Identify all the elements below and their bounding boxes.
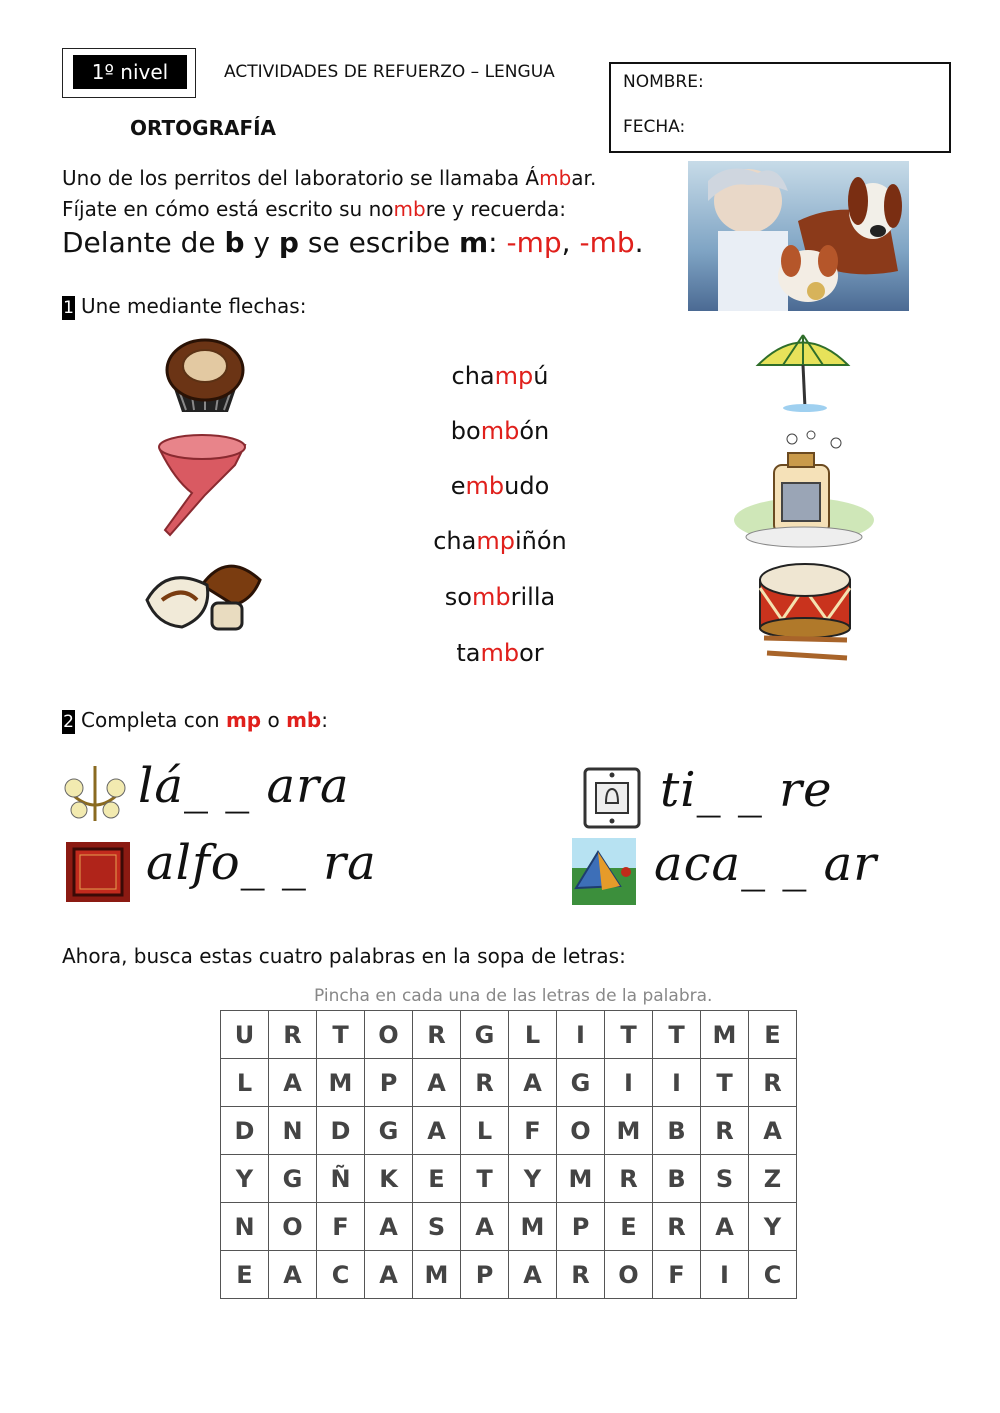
name-date-box (609, 62, 951, 153)
wordsearch-cell[interactable]: E (221, 1251, 269, 1299)
dogs-illustration (688, 161, 909, 311)
subject-heading: ORTOGRAFÍA (130, 116, 277, 140)
wordsearch-cell[interactable]: D (221, 1107, 269, 1155)
wordsearch-cell[interactable]: C (317, 1251, 365, 1299)
wordsearch-cell[interactable]: A (413, 1107, 461, 1155)
wordsearch-cell[interactable]: R (461, 1059, 509, 1107)
wordsearch-cell[interactable]: Y (509, 1155, 557, 1203)
wordsearch-cell[interactable]: D (317, 1107, 365, 1155)
wordsearch-cell[interactable]: R (605, 1155, 653, 1203)
wordsearch-cell[interactable]: T (461, 1155, 509, 1203)
wordsearch-cell[interactable]: A (365, 1251, 413, 1299)
wordsearch-grid (220, 1010, 797, 1299)
wordsearch-cell[interactable]: T (701, 1059, 749, 1107)
wordsearch-cell[interactable]: N (269, 1107, 317, 1155)
wordsearch-cell[interactable]: O (557, 1107, 605, 1155)
doorbell-icon (582, 767, 642, 829)
word-sombrilla[interactable]: sombrilla (444, 583, 556, 611)
wordsearch-cell[interactable]: R (701, 1107, 749, 1155)
wordsearch-cell[interactable]: S (413, 1203, 461, 1251)
wordsearch-cell[interactable]: M (605, 1107, 653, 1155)
wordsearch-cell[interactable]: T (605, 1011, 653, 1059)
wordsearch-cell[interactable]: I (653, 1059, 701, 1107)
word-tambor[interactable]: tambor (456, 639, 544, 667)
wordsearch-cell[interactable]: F (653, 1251, 701, 1299)
wordsearch-cell[interactable]: R (653, 1203, 701, 1251)
date-label: FECHA: (623, 117, 686, 137)
exercise-2-title: 2 Completa con mp o mb: (63, 708, 328, 732)
wordsearch-cell[interactable]: Z (749, 1155, 797, 1203)
wordsearch-cell[interactable]: R (557, 1251, 605, 1299)
wordsearch-cell[interactable]: A (269, 1059, 317, 1107)
mushroom-icon[interactable] (142, 555, 262, 640)
wordsearch-cell[interactable]: C (749, 1251, 797, 1299)
fill-word-alfombra[interactable]: alfo_ _ ra (146, 835, 377, 891)
wordsearch-cell[interactable]: R (749, 1059, 797, 1107)
shampoo-bottle-icon[interactable] (716, 425, 891, 550)
wordsearch-cell[interactable]: E (413, 1155, 461, 1203)
fill-word-lampara[interactable]: lá_ _ ara (138, 758, 350, 814)
wordsearch-cell[interactable]: E (749, 1011, 797, 1059)
funnel-icon[interactable] (140, 425, 265, 540)
wordsearch-cell[interactable]: N (221, 1203, 269, 1251)
wordsearch-cell[interactable]: R (413, 1011, 461, 1059)
wordsearch-cell[interactable]: O (365, 1011, 413, 1059)
wordsearch-cell[interactable]: P (365, 1059, 413, 1107)
wordsearch-cell[interactable]: I (701, 1251, 749, 1299)
fill-word-timbre[interactable]: ti_ _ re (660, 762, 833, 818)
header-title: ACTIVIDADES DE REFUERZO – LENGUA (224, 62, 555, 82)
wordsearch-cell[interactable]: O (269, 1203, 317, 1251)
exercise-1-title: 1 Une mediante flechas: (63, 294, 307, 318)
lamp-icon (64, 766, 126, 826)
wordsearch-cell[interactable]: U (221, 1011, 269, 1059)
spelling-rule: Delante de b y p se escribe m: -mp, -mb. (62, 226, 644, 259)
chocolate-bonbon-icon[interactable] (160, 332, 250, 417)
wordsearch-cell[interactable]: L (221, 1059, 269, 1107)
wordsearch-cell[interactable]: L (509, 1011, 557, 1059)
intro-line-1: Uno de los perritos del laboratorio se llamaba Ámbar. (62, 166, 597, 190)
wordsearch-cell[interactable]: M (413, 1251, 461, 1299)
wordsearch-cell[interactable]: M (701, 1011, 749, 1059)
wordsearch-cell[interactable]: A (413, 1059, 461, 1107)
level-label: 1º nivel (73, 55, 187, 89)
wordsearch-cell[interactable]: A (509, 1059, 557, 1107)
wordsearch-row (221, 1107, 797, 1155)
wordsearch-cell[interactable]: T (653, 1011, 701, 1059)
wordsearch-cell[interactable]: O (605, 1251, 653, 1299)
exercise-2-number: 2 (63, 711, 74, 732)
umbrella-icon[interactable] (753, 330, 853, 415)
wordsearch-cell[interactable]: I (557, 1011, 605, 1059)
name-label: NOMBRE: (623, 72, 704, 92)
fill-word-acampar[interactable]: aca_ _ ar (654, 836, 878, 892)
wordsearch-instruction: Ahora, busca estas cuatro palabras en la sopa de letras: (62, 944, 626, 968)
word-champu[interactable]: champú (451, 362, 549, 390)
wordsearch-cell[interactable]: B (653, 1155, 701, 1203)
word-champinon[interactable]: champiñón (433, 527, 567, 555)
wordsearch-hint: Pincha en cada una de las letras de la palabra. (314, 986, 713, 1006)
wordsearch-cell[interactable]: Ñ (317, 1155, 365, 1203)
wordsearch-cell[interactable]: M (509, 1203, 557, 1251)
wordsearch-cell[interactable]: A (461, 1203, 509, 1251)
wordsearch-cell[interactable]: Y (749, 1203, 797, 1251)
wordsearch-row (221, 1203, 797, 1251)
wordsearch-cell[interactable]: A (701, 1203, 749, 1251)
wordsearch-cell[interactable]: A (749, 1107, 797, 1155)
wordsearch-cell[interactable]: S (701, 1155, 749, 1203)
wordsearch-row (221, 1251, 797, 1299)
word-embudo[interactable]: embudo (450, 472, 550, 500)
wordsearch-cell[interactable]: F (317, 1203, 365, 1251)
wordsearch-row (221, 1011, 797, 1059)
wordsearch-cell[interactable]: G (269, 1155, 317, 1203)
wordsearch-cell[interactable]: I (605, 1059, 653, 1107)
wordsearch-cell[interactable]: A (365, 1203, 413, 1251)
wordsearch-cell[interactable]: G (461, 1011, 509, 1059)
wordsearch-cell[interactable]: A (269, 1251, 317, 1299)
exercise-1-number: 1 (63, 297, 74, 318)
wordsearch-cell[interactable]: Y (221, 1155, 269, 1203)
wordsearch-cell[interactable]: A (509, 1251, 557, 1299)
wordsearch-cell[interactable]: B (653, 1107, 701, 1155)
drum-icon[interactable] (752, 558, 857, 666)
wordsearch-cell[interactable]: M (557, 1155, 605, 1203)
wordsearch-cell[interactable]: K (365, 1155, 413, 1203)
wordsearch-row (221, 1059, 797, 1107)
wordsearch-cell[interactable]: G (365, 1107, 413, 1155)
wordsearch-cell[interactable]: T (317, 1011, 365, 1059)
wordsearch-cell[interactable]: F (509, 1107, 557, 1155)
wordsearch-row (221, 1155, 797, 1203)
wordsearch-cell[interactable]: P (557, 1203, 605, 1251)
level-box (62, 48, 196, 98)
tent-icon (572, 838, 636, 905)
rug-icon (64, 840, 132, 904)
wordsearch-cell[interactable]: P (461, 1251, 509, 1299)
wordsearch-cell[interactable]: R (269, 1011, 317, 1059)
intro-line-2: Fíjate en cómo está escrito su nombre y recuerda: (62, 197, 566, 221)
wordsearch-cell[interactable]: M (317, 1059, 365, 1107)
wordsearch-cell[interactable]: G (557, 1059, 605, 1107)
wordsearch-cell[interactable]: E (605, 1203, 653, 1251)
word-bombon[interactable]: bombón (450, 417, 550, 445)
wordsearch-cell[interactable]: L (461, 1107, 509, 1155)
